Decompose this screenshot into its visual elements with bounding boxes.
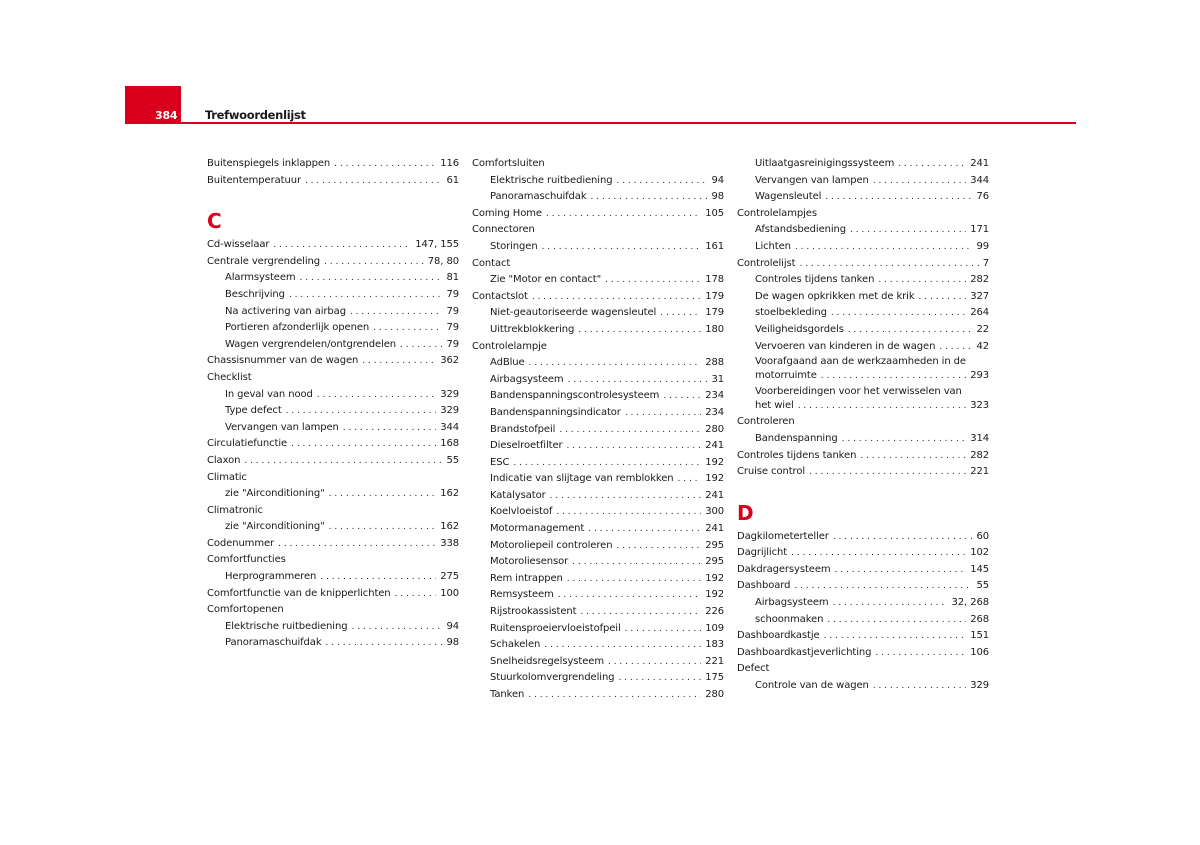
index-subentry: Herprogrammeren . . . 275 <box>207 569 459 586</box>
index-subentry: Alarmsysteem . . . 81 <box>207 270 459 287</box>
index-heading: Climatic <box>207 471 247 483</box>
index-subentry: Airbagsysteem . . . 32, 268 <box>737 595 989 612</box>
index-subentry: Wagensleutel . . . 76 <box>737 189 989 206</box>
index-heading: Connectoren <box>472 224 535 236</box>
index-column-3 <box>737 156 989 695</box>
index-heading: Comfortfuncties <box>207 554 286 566</box>
index-subentry: zie "Airconditioning" . . . 162 <box>207 519 459 536</box>
index-entry: Cruise control . . . 221 <box>737 464 989 481</box>
index-subentry: Na activering van airbag . . . 79 <box>207 304 459 321</box>
index-subentry: De wagen opkrikken met de krik . . . 327 <box>737 289 989 306</box>
index-subentry: Veiligheidsgordels . . . 22 <box>737 322 989 339</box>
index-subentry: Panoramaschuifdak . . . 98 <box>472 189 724 206</box>
index-entry: Chassisnummer van de wagen . . . 362 <box>207 353 459 370</box>
index-subentry: Afstandsbediening . . . 171 <box>737 222 989 239</box>
index-heading: Contact <box>472 257 511 269</box>
page-number: 384 <box>155 109 178 122</box>
index-subentry: Uittrekblokkering . . . 180 <box>472 322 724 339</box>
index-subentry: Bandenspanningsindicator . . . 234 <box>472 405 724 422</box>
index-subentry: Remsysteem . . . 192 <box>472 587 724 604</box>
index-subentry: Beschrijving . . . 79 <box>207 287 459 304</box>
index-subentry: Snelheidsregelsysteem . . . 221 <box>472 654 724 671</box>
index-heading: Controleren <box>737 416 795 428</box>
index-subentry: Portieren afzonderlijk openen . . . 79 <box>207 320 459 337</box>
index-entry: Dashboard . . . 55 <box>737 578 989 595</box>
index-subentry: ESC . . . 192 <box>472 455 724 472</box>
index-entry: Coming Home . . . 105 <box>472 206 724 223</box>
index-heading: Controlelampjes <box>737 207 817 219</box>
index-entry: Contactslot . . . 179 <box>472 289 724 306</box>
index-subentry: In geval van nood . . . 329 <box>207 387 459 404</box>
index-entry: Centrale vergrendeling . . . 78, 80 <box>207 254 459 271</box>
index-heading: Climatronic <box>207 504 263 516</box>
index-entry: Dagkilometerteller . . . 60 <box>737 529 989 546</box>
index-entry: Dashboardkastjeverlichting . . . 106 <box>737 645 989 662</box>
index-subentry: Bandenspanningscontrolesysteem . . . 234 <box>472 388 724 405</box>
index-heading: Comfortopenen <box>207 604 284 616</box>
index-subentry: Schakelen . . . 183 <box>472 637 724 654</box>
index-subentry: het wiel . . . 323 <box>737 398 989 415</box>
index-subentry: zie "Airconditioning" . . . 162 <box>207 486 459 503</box>
index-column-2 <box>472 156 724 704</box>
index-heading: Defect <box>737 663 770 675</box>
index-subentry: Dieselroetfilter . . . 241 <box>472 438 724 455</box>
index-subentry: Panoramaschuifdak . . . 98 <box>207 635 459 652</box>
index-subentry: Stuurkolomvergrendeling . . . 175 <box>472 670 724 687</box>
index-subentry: Vervoeren van kinderen in de wagen . . . 42 <box>737 339 989 356</box>
index-subentry: Zie "Motor en contact" . . . 178 <box>472 272 724 289</box>
index-subentry: Niet-geautoriseerde wagensleutel . . . 179 <box>472 305 724 322</box>
index-entry: Comfortfunctie van de knipperlichten . . . 100 <box>207 586 459 603</box>
section-letter-d: D <box>737 500 754 525</box>
index-subentry: Tanken . . . 280 <box>472 687 724 704</box>
index-entry: Circulatiefunctie . . . 168 <box>207 436 459 453</box>
index-subentry: Elektrische ruitbediening . . . 94 <box>207 619 459 636</box>
index-subentry: Motormanagement . . . 241 <box>472 521 724 538</box>
index-subentry: Brandstofpeil . . . 280 <box>472 422 724 439</box>
index-subentry: Lichten . . . 99 <box>737 239 989 256</box>
index-entry: Controlelijst . . . 7 <box>737 256 989 273</box>
index-subentry: Rijstrookassistent . . . 226 <box>472 604 724 621</box>
index-subentry: Vervangen van lampen . . . 344 <box>207 420 459 437</box>
index-subentry-line: Voorbereidingen voor het verwisselen van <box>755 385 962 397</box>
index-entry: Buitenspiegels inklappen . . . 116 <box>207 156 459 173</box>
index-subentry: Vervangen van lampen . . . 344 <box>737 173 989 190</box>
index-subentry: Motoroliepeil controleren . . . 295 <box>472 538 724 555</box>
index-subentry: Ruitensproeiervloeistofpeil . . . 109 <box>472 621 724 638</box>
index-subentry: Controle van de wagen . . . 329 <box>737 678 989 695</box>
index-subentry: Elektrische ruitbediening . . . 94 <box>472 173 724 190</box>
index-entry: Codenummer . . . 338 <box>207 536 459 553</box>
index-entry: Dakdragersysteem . . . 145 <box>737 562 989 579</box>
index-entry: Cd-wisselaar . . . 147, 155 <box>207 237 459 254</box>
index-heading: Comfortsluiten <box>472 158 545 169</box>
index-entry: Claxon . . . 55 <box>207 453 459 470</box>
index-subentry: Wagen vergrendelen/ontgrendelen . . . 79 <box>207 337 459 354</box>
index-entry: Dagrijlicht . . . 102 <box>737 545 989 562</box>
index-subentry: motorruimte . . . 293 <box>737 368 989 385</box>
index-subentry: schoonmaken . . . 268 <box>737 612 989 629</box>
header-rule <box>125 122 1076 124</box>
index-subentry: Rem intrappen . . . 192 <box>472 571 724 588</box>
index-heading: Checklist <box>207 371 252 383</box>
index-subentry: Katalysator . . . 241 <box>472 488 724 505</box>
index-subentry: Bandenspanning . . . 314 <box>737 431 989 448</box>
page-title: Trefwoordenlijst <box>205 108 306 122</box>
index-subentry: stoelbekleding . . . 264 <box>737 305 989 322</box>
index-subentry: Controles tijdens tanken . . . 282 <box>737 272 989 289</box>
index-entry: Controles tijdens tanken . . . 282 <box>737 448 989 465</box>
index-entry: Buitentemperatuur . . . 61 <box>207 173 459 190</box>
section-letter-c: C <box>207 209 222 234</box>
index-subentry: Airbagsysteem . . . 31 <box>472 372 724 389</box>
index-subentry: Storingen . . . 161 <box>472 239 724 256</box>
index-heading: Controlelampje <box>472 340 547 352</box>
index-subentry: Uitlaatgasreinigingssysteem . . . 241 <box>737 156 989 173</box>
index-subentry-line: Voorafgaand aan de werkzaamheden in de <box>755 356 966 368</box>
index-column-1 <box>207 156 459 652</box>
index-entry: Dashboardkastje . . . 151 <box>737 628 989 645</box>
index-subentry: Koelvloeistof . . . 300 <box>472 504 724 521</box>
index-subentry: Motoroliesensor . . . 295 <box>472 554 724 571</box>
index-subentry: AdBlue . . . 288 <box>472 355 724 372</box>
index-subentry: Indicatie van slijtage van remblokken . . . 192 <box>472 471 724 488</box>
index-subentry: Type defect . . . 329 <box>207 403 459 420</box>
